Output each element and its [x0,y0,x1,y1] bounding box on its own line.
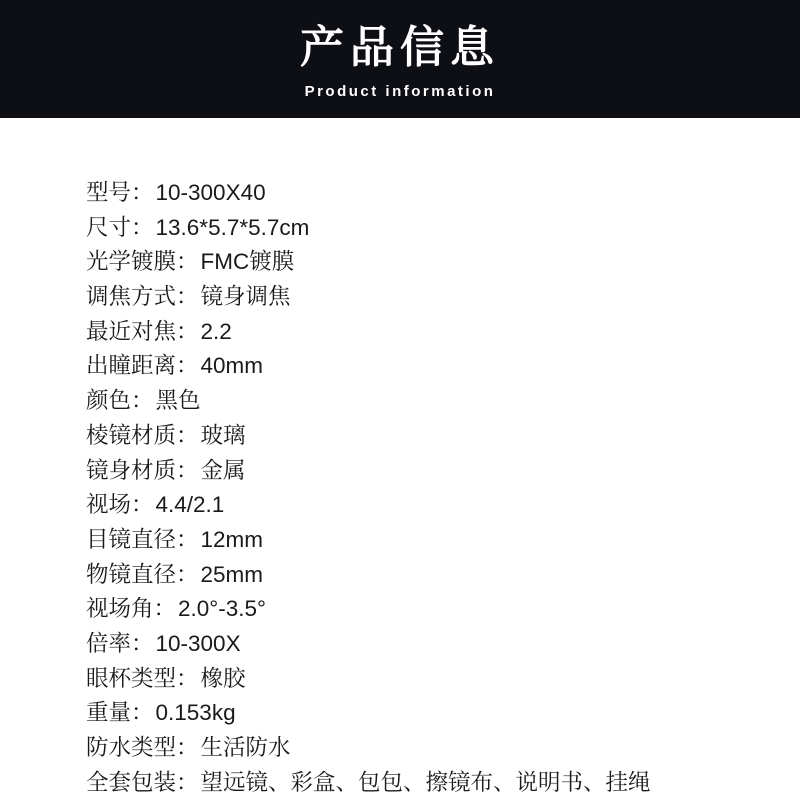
spec-label: 重量： [86,700,154,726]
spec-row [86,702,760,725]
header-banner [0,0,800,118]
spec-row [86,182,760,205]
spec-label: 型号： [86,180,154,205]
spec-row [86,561,760,587]
page-subtitle: Product information [304,82,496,100]
spec-value: 生活防水 [200,735,291,760]
spec-value: 2.2 [200,318,232,344]
spec-row [86,318,760,344]
spec-label: 棱镜材质： [86,422,199,448]
spec-value: 黑色 [155,388,201,414]
spec-row [86,390,760,413]
spec-row [86,526,760,552]
spec-row [86,286,760,309]
spec-label: 出瞳距离： [86,353,199,379]
spec-value: 10-300X [155,630,241,656]
spec-value: 2.0°-3.5° [178,596,267,622]
spec-value: 0.153kg [155,700,236,726]
spec-value: 玻璃 [200,422,246,448]
spec-value: 40mm [200,353,264,379]
spec-value: 望远镜、彩盒、包包、擦镜布、说明书、挂绳 [200,769,651,795]
spec-label: 视场角： [86,596,177,622]
spec-row [86,598,760,621]
spec-label: 目镜直径： [86,526,199,552]
spec-value: 4.4/2.1 [155,492,225,518]
spec-value: 25mm [200,561,264,587]
spec-label: 眼杯类型： [86,665,199,691]
spec-value: 10-300X40 [155,180,266,205]
spec-label: 倍率： [86,630,154,656]
spec-value: FMC镀膜 [200,249,295,275]
spec-label: 光学镀膜： [86,249,199,275]
spec-label: 颜色： [86,388,154,414]
spec-label: 尺寸： [86,214,154,240]
spec-label: 防水类型： [86,735,199,760]
spec-row [86,769,760,795]
spec-row [86,665,760,691]
spec-label: 视场： [86,492,154,518]
spec-value: 13.6*5.7*5.7cm [155,214,310,240]
spec-value: 镜身调焦 [200,284,291,310]
spec-value: 12mm [200,526,264,552]
spec-label: 调焦方式： [86,284,199,310]
spec-value: 橡胶 [200,665,246,691]
spec-row [86,214,760,240]
spec-row [86,251,760,274]
spec-label: 全套包装： [86,769,199,795]
spec-value: 金属 [200,457,246,483]
spec-row [86,494,760,517]
spec-label: 最近对焦： [86,318,199,344]
spec-row [86,422,760,448]
spec-row [86,630,760,656]
page-title: 产品信息 [300,23,500,73]
spec-row [86,355,760,378]
spec-row [86,457,760,483]
specification-list [86,182,760,806]
spec-label: 物镜直径： [86,561,199,587]
spec-row [86,737,760,760]
spec-label: 镜身材质： [86,457,199,483]
